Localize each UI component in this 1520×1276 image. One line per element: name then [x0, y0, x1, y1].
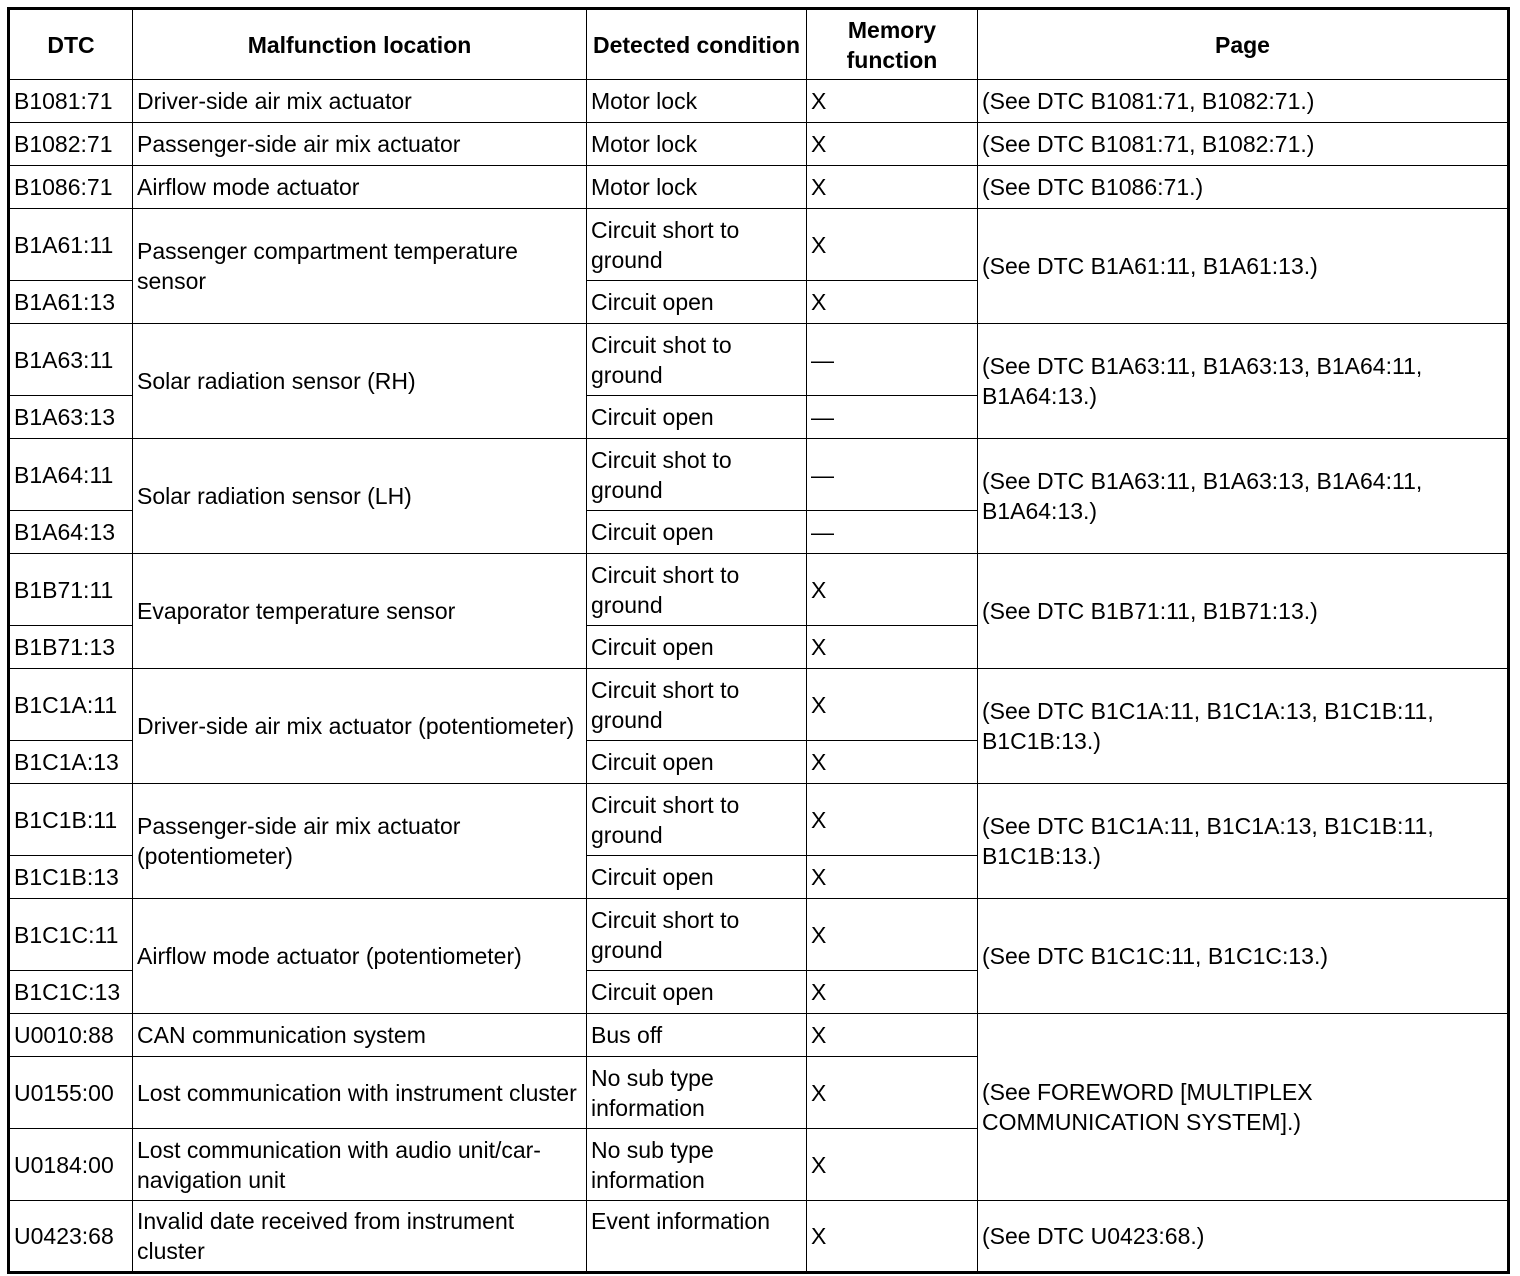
table-row: [9, 1201, 1509, 1273]
page-reference: (See FOREWORD [MULTIPLEX COMMUNICATION SYSTEM].): [978, 1014, 1509, 1201]
memory-function: X: [807, 1201, 978, 1273]
memory-function: X: [807, 209, 978, 281]
malfunction-location: Passenger-side air mix actuator (potentiometer): [133, 784, 587, 899]
dtc-code: U0184:00: [9, 1129, 133, 1201]
malfunction-location: Passenger-side air mix actuator: [133, 123, 587, 166]
dtc-code: B1C1B:11: [9, 784, 133, 856]
table-row: [9, 554, 1509, 626]
page-reference: (See DTC B1B71:11, B1B71:13.): [978, 554, 1509, 669]
dtc-code: B1A64:13: [9, 511, 133, 554]
page-reference: (See DTC B1081:71, B1082:71.): [978, 80, 1509, 123]
dtc-code: B1B71:11: [9, 554, 133, 626]
malfunction-location: Driver-side air mix actuator (potentiometer): [133, 669, 587, 784]
header-row: [9, 9, 1509, 80]
table-row: [9, 1014, 1509, 1057]
page-reference: (See DTC B1A61:11, B1A61:13.): [978, 209, 1509, 324]
malfunction-location: Lost communication with audio unit/car-navigation unit: [133, 1129, 587, 1201]
dtc-table: [7, 7, 1510, 1274]
table-row: [9, 209, 1509, 281]
malfunction-location: Lost communication with instrument cluster: [133, 1057, 587, 1129]
detected-condition: Motor lock: [587, 123, 807, 166]
memory-function: —: [807, 439, 978, 511]
memory-function: X: [807, 971, 978, 1014]
detected-condition: Event information: [587, 1201, 807, 1273]
dtc-code: B1B71:13: [9, 626, 133, 669]
dtc-code: U0423:68: [9, 1201, 133, 1273]
memory-function: —: [807, 396, 978, 439]
memory-function: X: [807, 80, 978, 123]
malfunction-location: Solar radiation sensor (RH): [133, 324, 587, 439]
dtc-code: B1086:71: [9, 166, 133, 209]
page-reference: (See DTC U0423:68.): [978, 1201, 1509, 1273]
header-malfunction-location: Malfunction location: [133, 9, 587, 80]
dtc-code: B1082:71: [9, 123, 133, 166]
dtc-code: B1A64:11: [9, 439, 133, 511]
dtc-code: B1A63:11: [9, 324, 133, 396]
memory-function: —: [807, 511, 978, 554]
dtc-code: B1C1A:13: [9, 741, 133, 784]
memory-function: X: [807, 1014, 978, 1057]
page-reference: (See DTC B1C1A:11, B1C1A:13, B1C1B:11, B1C1B:13.): [978, 784, 1509, 899]
page-reference: (See DTC B1A63:11, B1A63:13, B1A64:11, B1A64:13.): [978, 439, 1509, 554]
page-reference: (See DTC B1A63:11, B1A63:13, B1A64:11, B1A64:13.): [978, 324, 1509, 439]
dtc-code: B1C1C:13: [9, 971, 133, 1014]
detected-condition: No sub type information: [587, 1129, 807, 1201]
detected-condition: Circuit short to ground: [587, 784, 807, 856]
dtc-code: B1A61:11: [9, 209, 133, 281]
detected-condition: Circuit open: [587, 626, 807, 669]
header-dtc: DTC: [9, 9, 133, 80]
dtc-code: B1C1C:11: [9, 899, 133, 971]
memory-function: —: [807, 324, 978, 396]
detected-condition: Circuit open: [587, 741, 807, 784]
memory-function: X: [807, 166, 978, 209]
header-memory-function: Memory function: [807, 9, 978, 80]
table-row: [9, 439, 1509, 511]
memory-function: X: [807, 669, 978, 741]
memory-function: X: [807, 1129, 978, 1201]
memory-function: X: [807, 123, 978, 166]
page-reference: (See DTC B1081:71, B1082:71.): [978, 123, 1509, 166]
detected-condition: Motor lock: [587, 166, 807, 209]
table-row: [9, 324, 1509, 396]
dtc-code: U0155:00: [9, 1057, 133, 1129]
table-row: [9, 669, 1509, 741]
page-reference: (See DTC B1086:71.): [978, 166, 1509, 209]
dtc-code: B1A63:13: [9, 396, 133, 439]
table-row: [9, 899, 1509, 971]
dtc-code: B1C1B:13: [9, 856, 133, 899]
detected-condition: Circuit short to ground: [587, 209, 807, 281]
malfunction-location: Passenger compartment temperature sensor: [133, 209, 587, 324]
detected-condition: Motor lock: [587, 80, 807, 123]
detected-condition: Circuit short to ground: [587, 899, 807, 971]
detected-condition: Circuit shot to ground: [587, 324, 807, 396]
dtc-code: U0010:88: [9, 1014, 133, 1057]
table-row: [9, 123, 1509, 166]
detected-condition: Circuit open: [587, 281, 807, 324]
page-reference: (See DTC B1C1C:11, B1C1C:13.): [978, 899, 1509, 1014]
header-detected-condition: Detected condition: [587, 9, 807, 80]
detected-condition: Bus off: [587, 1014, 807, 1057]
memory-function: X: [807, 1057, 978, 1129]
detected-condition: Circuit shot to ground: [587, 439, 807, 511]
dtc-code: B1A61:13: [9, 281, 133, 324]
table-row: [9, 166, 1509, 209]
page-reference: (See DTC B1C1A:11, B1C1A:13, B1C1B:11, B1C1B:13.): [978, 669, 1509, 784]
detected-condition: Circuit open: [587, 971, 807, 1014]
memory-function: X: [807, 784, 978, 856]
memory-function: X: [807, 281, 978, 324]
memory-function: X: [807, 741, 978, 784]
memory-function: X: [807, 626, 978, 669]
detected-condition: No sub type information: [587, 1057, 807, 1129]
dtc-code: B1C1A:11: [9, 669, 133, 741]
malfunction-location: Driver-side air mix actuator: [133, 80, 587, 123]
malfunction-location: Evaporator temperature sensor: [133, 554, 587, 669]
detected-condition: Circuit open: [587, 511, 807, 554]
header-page: Page: [978, 9, 1509, 80]
dtc-code: B1081:71: [9, 80, 133, 123]
malfunction-location: Airflow mode actuator (potentiometer): [133, 899, 587, 1014]
detected-condition: Circuit short to ground: [587, 554, 807, 626]
table-row: [9, 784, 1509, 856]
memory-function: X: [807, 899, 978, 971]
memory-function: X: [807, 856, 978, 899]
detected-condition: Circuit open: [587, 396, 807, 439]
malfunction-location: Solar radiation sensor (LH): [133, 439, 587, 554]
memory-function: X: [807, 554, 978, 626]
malfunction-location: CAN communication system: [133, 1014, 587, 1057]
table-row: [9, 80, 1509, 123]
detected-condition: Circuit short to ground: [587, 669, 807, 741]
malfunction-location: Airflow mode actuator: [133, 166, 587, 209]
detected-condition: Circuit open: [587, 856, 807, 899]
malfunction-location: Invalid date received from instrument cluster: [133, 1201, 587, 1273]
